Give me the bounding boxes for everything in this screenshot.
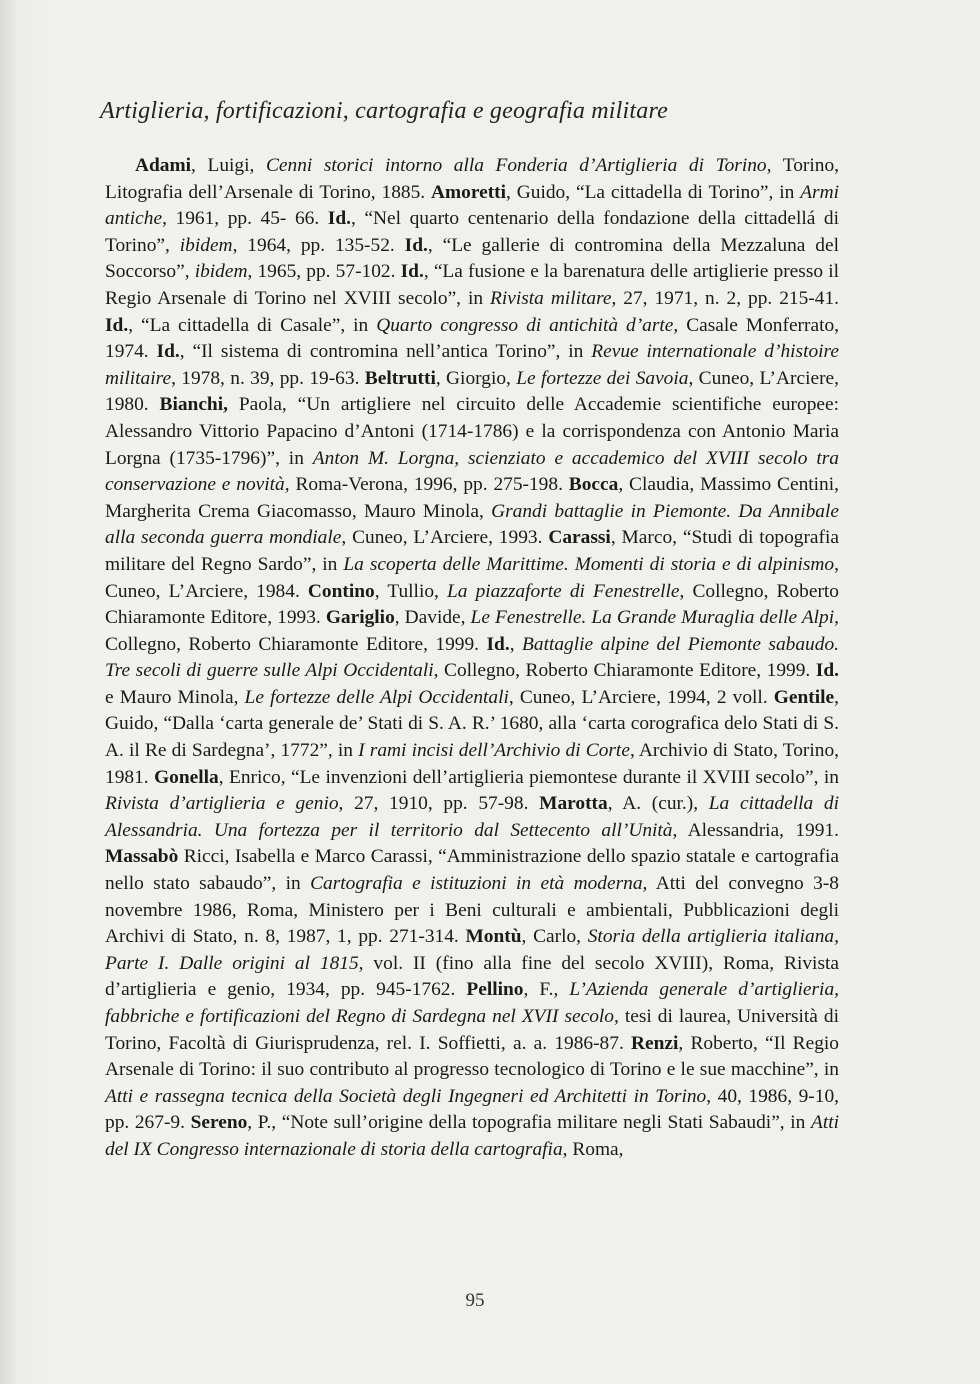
work-title: La cittadella di Alessandria. Una fortezza per il territorio dal Settecento all’Unità	[105, 793, 839, 841]
citation-text: , tesi di laurea, Università di Torino, Facoltà di Giurisprudenza, rel. I. Soffietti, a. a. 1986-87.	[105, 1006, 839, 1054]
work-title: Quarto congresso di antichità d’arte	[376, 314, 674, 336]
author-name: Carassi	[548, 527, 611, 549]
citation-text: , Cuneo, L’Arciere, 1984.	[105, 553, 839, 602]
work-title: Armi antiche	[105, 181, 839, 230]
work-title: Atti e rassegna tecnica della Società degli Ingegneri ed Architetti in Torino	[105, 1085, 707, 1107]
citation-text: , “Nel quarto centenario della fondazione della cittadellá di Torino”,	[105, 208, 839, 256]
author-name: Id.	[486, 633, 510, 655]
citation-text: , Guido, “La cittadella di Torino”, in	[506, 181, 801, 203]
citation-text: , vol. II (fino alla fine del secolo XVIII), Roma, Rivista d’artiglieria e genio, 1934, pp. 945-1762.	[105, 952, 839, 1001]
citation-text: , 1978, n. 39, pp. 19-63.	[171, 367, 365, 389]
citation-text: Torino, Litografia dell’Arsenale di Torino, 1885.	[105, 155, 840, 203]
citation-text: , Collegno, Roberto Chiaramonte Editore, 1993.	[105, 580, 840, 629]
citation-text: Ricci, Isabella e Marco Carassi, “Amministrazione dello spazio statale e cartografia nello stato sabaudo”, in	[105, 846, 839, 895]
author-name: Gentile	[773, 686, 835, 708]
citation-text: , Carlo,	[521, 926, 588, 948]
citation-text: , 1965, pp. 57-102.	[247, 261, 401, 283]
work-title: Grandi battaglie in Piemonte. Da Annibale alla seconda guerra mondiale	[105, 500, 839, 549]
author-name: Massabò	[105, 846, 179, 868]
page-number: 95	[465, 1290, 485, 1311]
work-title: Cenni storici intorno alla Fonderia d’Artiglieria di Torino,	[265, 155, 772, 176]
work-title: Battaglie alpine del Piemonte sabaudo. Tre secoli di guerre sulle Alpi Occidentali	[105, 633, 839, 682]
citation-text: , P., “Note sull’origine della topografia militare negli Stati Sabaudi”, in	[247, 1112, 811, 1134]
citation-text: , Casale Monferrato, 1974.	[105, 314, 840, 363]
citation-text: , 27, 1910, pp. 57-98.	[338, 793, 540, 815]
author-name: Renzi	[631, 1032, 679, 1054]
author-name: Id.	[404, 234, 428, 256]
citation-text: , Tullio,	[374, 580, 447, 602]
work-title: Storia della artiglieria italiana, Parte I. Dalle origini al 1815	[105, 926, 839, 974]
author-name: Id.	[105, 314, 129, 336]
citation-text: , “Le gallerie di contromina della Mezzaluna del Soccorso”,	[105, 234, 839, 283]
citation-text: , Cuneo, L’Arciere, 1993.	[341, 527, 549, 549]
author-name: Sereno	[190, 1112, 248, 1134]
author-name: Id.	[327, 208, 351, 230]
citation-text: , Cuneo, L’Arciere, 1994, 2 voll.	[508, 686, 774, 708]
work-title: L’Azienda generale d’artiglieria, fabbriche e fortificazioni del Regno di Sardegna nel XVII secolo	[105, 979, 839, 1027]
work-title: La scoperta delle Marittime. Momenti di storia e di alpinismo	[343, 553, 835, 575]
citation-text: , “La cittadella di Casale”, in	[128, 314, 377, 336]
author-name: Bocca	[568, 474, 619, 496]
citation-text: , Collegno, Roberto Chiaramonte Editore, 1999.	[433, 660, 816, 682]
author-name: Gariglio	[325, 607, 395, 629]
citation-text: e Mauro Minola,	[105, 686, 245, 708]
citation-text: , Archivio di Stato, Torino, 1981.	[105, 740, 840, 788]
work-title: Rivista militare	[490, 287, 612, 309]
author-name: Id.	[815, 660, 839, 682]
author-name: Bianchi,	[159, 394, 228, 416]
citation-text: , Collegno, Roberto Chiaramonte Editore, 1999.	[105, 607, 840, 655]
citation-text: , Luigi,	[191, 155, 266, 176]
work-title: I rami incisi dell’Archivio di Corte	[358, 740, 630, 762]
work-title: Anton M. Lorgna, scienziato e accademico del XVIII secolo tra conservazione e novità	[105, 447, 839, 496]
author-name: Id.	[400, 261, 424, 283]
citation-text: Paola, “Un artigliere nel circuito delle Accademie scientifiche europee: Alessandro Vittorio Papacino d’Antoni (1714-1786) e la corrispondenza con Antonio Maria Lorgna (1735-1796)”, in	[105, 394, 839, 469]
citation-text: , Roma-Verona, 1996, pp. 275-198.	[284, 474, 569, 496]
citation-text: , Marco, “Studi di topografia militare del Regno Sardo”, in	[105, 527, 839, 575]
work-title: Le Fenestrelle. La Grande Muraglia delle Alpi	[470, 607, 835, 629]
citation-text: , Atti del convegno 3-8 novembre 1986, Roma, Ministero per i Beni culturali e ambientali, Pubblicazioni degli Archivi di Stato, n. 8, 1987, 1, pp. 271-314.	[105, 873, 839, 948]
citation-text: , “Il sistema di contromina nell’antica Torino”, in	[179, 341, 592, 363]
author-name: Amoretti	[431, 181, 507, 203]
work-title: ibidem	[194, 261, 248, 283]
citation-text: , Roma,	[562, 1138, 624, 1160]
author-name: Contino	[307, 580, 375, 602]
citation-text: , Davide,	[394, 607, 471, 629]
citation-text: , Guido, “Dalla ‘carta generale de’ Stati di S. A. R.’ 1680, alla ‘carta corografica delo Stati di S. A. il Re di Sardegna’, 1772”, in	[105, 686, 839, 762]
author-name: Pellino	[466, 979, 524, 1001]
citation-text: , Alessandria, 1991.	[672, 819, 839, 841]
author-name: Beltrutti	[364, 367, 436, 389]
citation-text: , A. (cur.),	[607, 793, 709, 815]
work-title: La piazzaforte di Fenestrelle	[446, 580, 680, 602]
citation-text: , Cuneo, L’Arciere, 1980.	[105, 367, 839, 416]
citation-text: , Enrico, “Le invenzioni dell’artiglieria piemontese durante il XVIII secolo”, in	[218, 766, 839, 788]
citation-text: , “La fusione e la barenatura delle artiglierie presso il Regio Arsenale di Torino nel XVIII secolo”, in	[105, 261, 840, 309]
author-name: Montù	[465, 926, 522, 948]
citation-text: , Giorgio,	[435, 367, 517, 389]
work-title: Rivista d’artiglieria e genio	[105, 793, 339, 815]
author-name: Marotta	[539, 793, 608, 815]
work-title: Revue internationale d’histoire militaire	[105, 341, 839, 389]
author-name: Gonella	[154, 766, 219, 788]
citation-text: , Claudia, Massimo Centini, Margherita Crema Giacomasso, Mauro Minola,	[105, 474, 839, 522]
author-name: Id.	[156, 341, 180, 363]
work-title: Le fortezze delle Alpi Occidentali	[244, 686, 509, 708]
citation-text: , 1961, pp. 45- 66.	[162, 208, 328, 230]
citation-text: , 27, 1971, n. 2, pp. 215-41.	[611, 287, 839, 309]
work-title: ibidem	[179, 234, 233, 256]
citation-text: , 40, 1986, 9-10, pp. 267-9.	[105, 1085, 839, 1134]
section-title: Artiglieria, fortificazioni, cartografia e geografia militare	[100, 98, 668, 124]
work-title: Atti del IX Congresso internazionale di storia della cartografia	[105, 1112, 839, 1160]
citation-text: , F.,	[523, 979, 570, 1001]
citation-text: ,	[509, 633, 523, 655]
work-title: Cartografia e istituzioni in età moderna	[310, 873, 643, 895]
citation-text: , 1964, pp. 135-52.	[232, 234, 405, 256]
bibliography-paragraph	[105, 153, 839, 1164]
citation-text: , Roberto, “Il Regio Arsenale di Torino: il suo contributo al progresso tecnologico di Torino e le sue macchine”, in	[105, 1032, 839, 1081]
author-name: Adami	[135, 155, 192, 176]
work-title: Le fortezze dei Savoia	[516, 367, 689, 389]
